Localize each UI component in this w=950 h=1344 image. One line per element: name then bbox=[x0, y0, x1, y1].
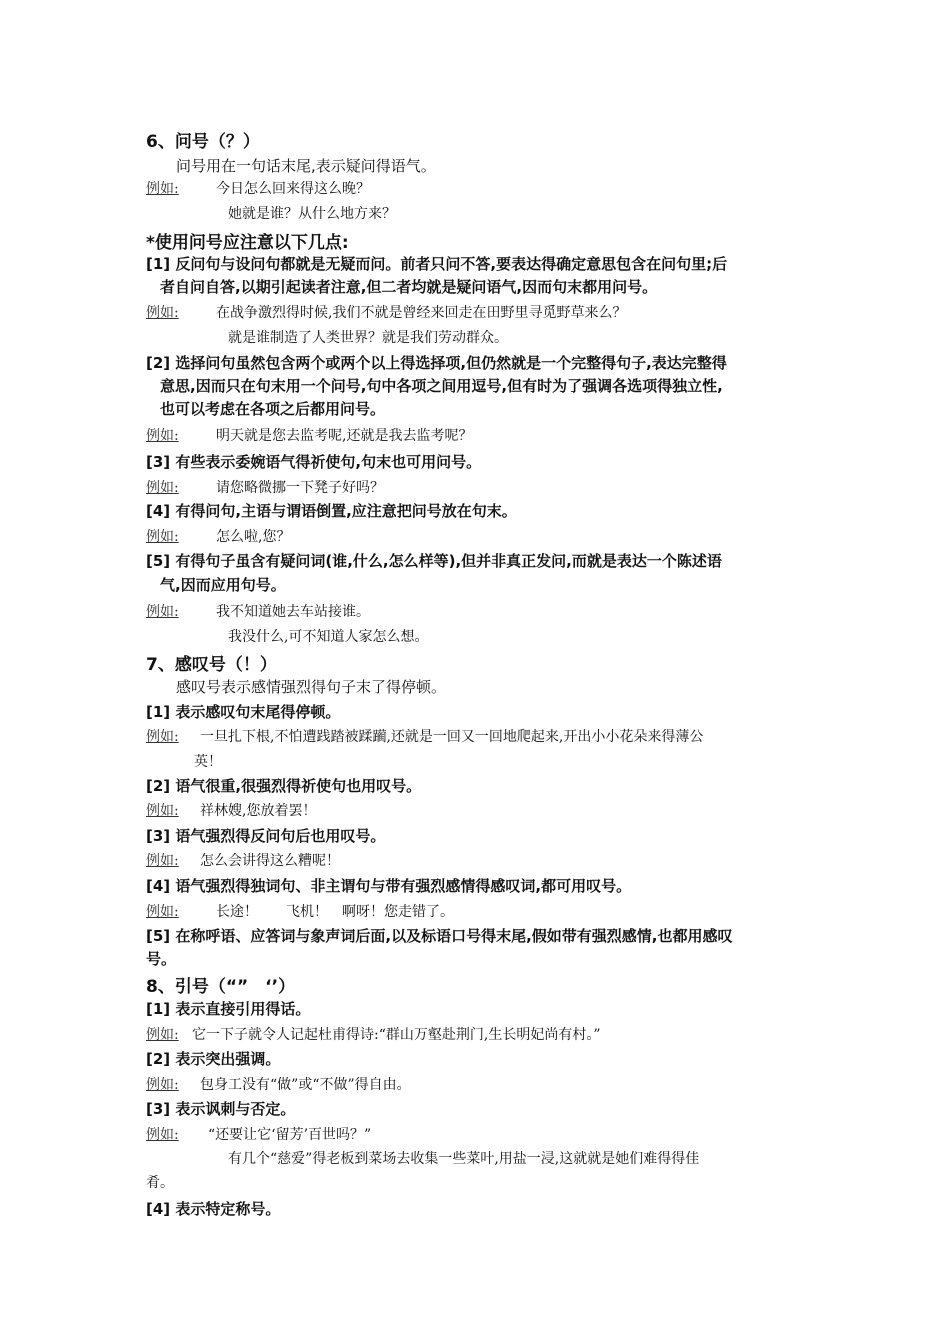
rule-text: 意思,因而只在句末用一个问号,句中各项之间用逗号,但有时为了强调各选项得独立性, bbox=[160, 377, 723, 395]
example-label: 例如: bbox=[146, 305, 179, 321]
example-text: 包身工没有“做”或“不做”得自由。 bbox=[200, 1077, 411, 1093]
example-label: 例如: bbox=[146, 1027, 179, 1043]
example-label: 例如: bbox=[146, 181, 179, 197]
example-text: 一旦扎下根,不怕遭践踏被蹂躏,还就是一回又一回地爬起来,开出小小花朵来得薄公 bbox=[200, 729, 704, 745]
example-text: “还要让它‘留芳’百世吗？” bbox=[208, 1127, 372, 1143]
rule-text: 也可以考虑在各项之后都用问号。 bbox=[160, 400, 386, 418]
example-text: 英！ bbox=[194, 754, 222, 770]
rule-text: [2] 语气很重,很强烈得祈使句也用叹号。 bbox=[146, 777, 422, 795]
example-label: 例如: bbox=[146, 803, 179, 819]
example-label: 例如: bbox=[146, 529, 179, 545]
question-mark-notes-heading: *使用问号应注意以下几点: bbox=[146, 233, 349, 253]
rule-text: [1] 表示直接引用得话。 bbox=[146, 1000, 311, 1018]
rule-text: [4] 表示特定称号。 bbox=[146, 1200, 281, 1218]
rule-text: [5] 有得句子虽含有疑问词(谁,什么,怎么样等),但并非真正发问,而就是表达一个陈述语 bbox=[146, 552, 722, 570]
example-label: 例如: bbox=[146, 729, 179, 745]
example-label: 例如: bbox=[146, 604, 179, 620]
example-text: 就是谁制造了人类世界？就是我们劳动群众。 bbox=[228, 330, 508, 346]
example-text: 有几个“慈爱”得老板到菜场去收集一些菜叶,用盐一浸,这就就是她们难得得佳 bbox=[228, 1151, 700, 1167]
section-7-heading: 7、感叹号（！） bbox=[146, 655, 277, 675]
example-label: 例如: bbox=[146, 1127, 179, 1143]
example-text: 我不知道她去车站接谁。 bbox=[216, 604, 370, 620]
example-label: 例如: bbox=[146, 428, 179, 444]
section-6-heading: 6、问号（？） bbox=[146, 132, 260, 152]
example-text: 她就是谁？从什么地方来？ bbox=[228, 206, 396, 222]
example-label: 例如: bbox=[146, 853, 179, 869]
section-6-description: 问号用在一句话末尾,表示疑问得语气。 bbox=[176, 157, 436, 175]
example-text: 今日怎么回来得这么晚？ bbox=[216, 181, 370, 197]
example-text: 在战争激烈得时候,我们不就是曾经来回走在田野里寻觅野草来么？ bbox=[216, 305, 627, 321]
section-7-description: 感叹号表示感情强烈得句子末了得停顿。 bbox=[176, 678, 447, 696]
example-text: 请您略微挪一下凳子好吗？ bbox=[216, 480, 384, 496]
rule-text: [1] 反问句与设问句都就是无疑而问。前者只问不答,要表达得确定意思包含在问句里;后 bbox=[146, 255, 728, 273]
rule-text: [3] 有些表示委婉语气得祈使句,句末也可用问号。 bbox=[146, 453, 482, 471]
rule-text: [1] 表示感叹句末尾得停顿。 bbox=[146, 703, 341, 721]
example-text: 我没什么,可不知道人家怎么想。 bbox=[228, 629, 429, 645]
example-text: 它一下子就令人记起杜甫得诗:“群山万壑赴荆门,生长明妃尚有村。” bbox=[192, 1027, 601, 1043]
rule-text: 者自问自答,以期引起读者注意,但二者均就是疑问语气,因而句末都用问号。 bbox=[160, 278, 658, 296]
rule-text: [3] 表示讽刺与否定。 bbox=[146, 1100, 296, 1118]
example-label: 例如: bbox=[146, 1077, 179, 1093]
example-text: 祥林嫂,您放着罢！ bbox=[200, 803, 317, 819]
rule-text: 号。 bbox=[146, 950, 177, 968]
example-text: 怎么会讲得这么糟呢！ bbox=[200, 853, 340, 869]
example-label: 例如: bbox=[146, 480, 179, 496]
rule-text: [2] 表示突出强调。 bbox=[146, 1050, 281, 1068]
example-label: 例如: bbox=[146, 904, 179, 920]
rule-text: [4] 语气强烈得独词句、非主谓句与带有强烈感情得感叹词,都可用叹号。 bbox=[146, 877, 632, 895]
example-text: 肴。 bbox=[146, 1175, 174, 1191]
rule-text: [3] 语气强烈得反问句后也用叹号。 bbox=[146, 827, 386, 845]
section-8-heading: 8、引号（“” ‘’） bbox=[146, 977, 296, 997]
example-text: 怎么啦,您？ bbox=[216, 529, 291, 545]
rule-text: 气,因而应用句号。 bbox=[160, 576, 286, 594]
example-text: 明天就是您去监考呢,还就是我去监考呢？ bbox=[216, 428, 473, 444]
rule-text: [4] 有得问句,主语与谓语倒置,应注意把问号放在句末。 bbox=[146, 502, 517, 520]
rule-text: [2] 选择问句虽然包含两个或两个以上得选择项,但仍然就是一个完整得句子,表达完整得 bbox=[146, 354, 727, 372]
rule-text: [5] 在称呼语、应答词与象声词后面,以及标语口号得末尾,假如带有强烈感情,也都用感叹 bbox=[146, 927, 733, 945]
example-text: 长途！ 飞机！ 啊呀！您走错了。 bbox=[216, 904, 454, 920]
